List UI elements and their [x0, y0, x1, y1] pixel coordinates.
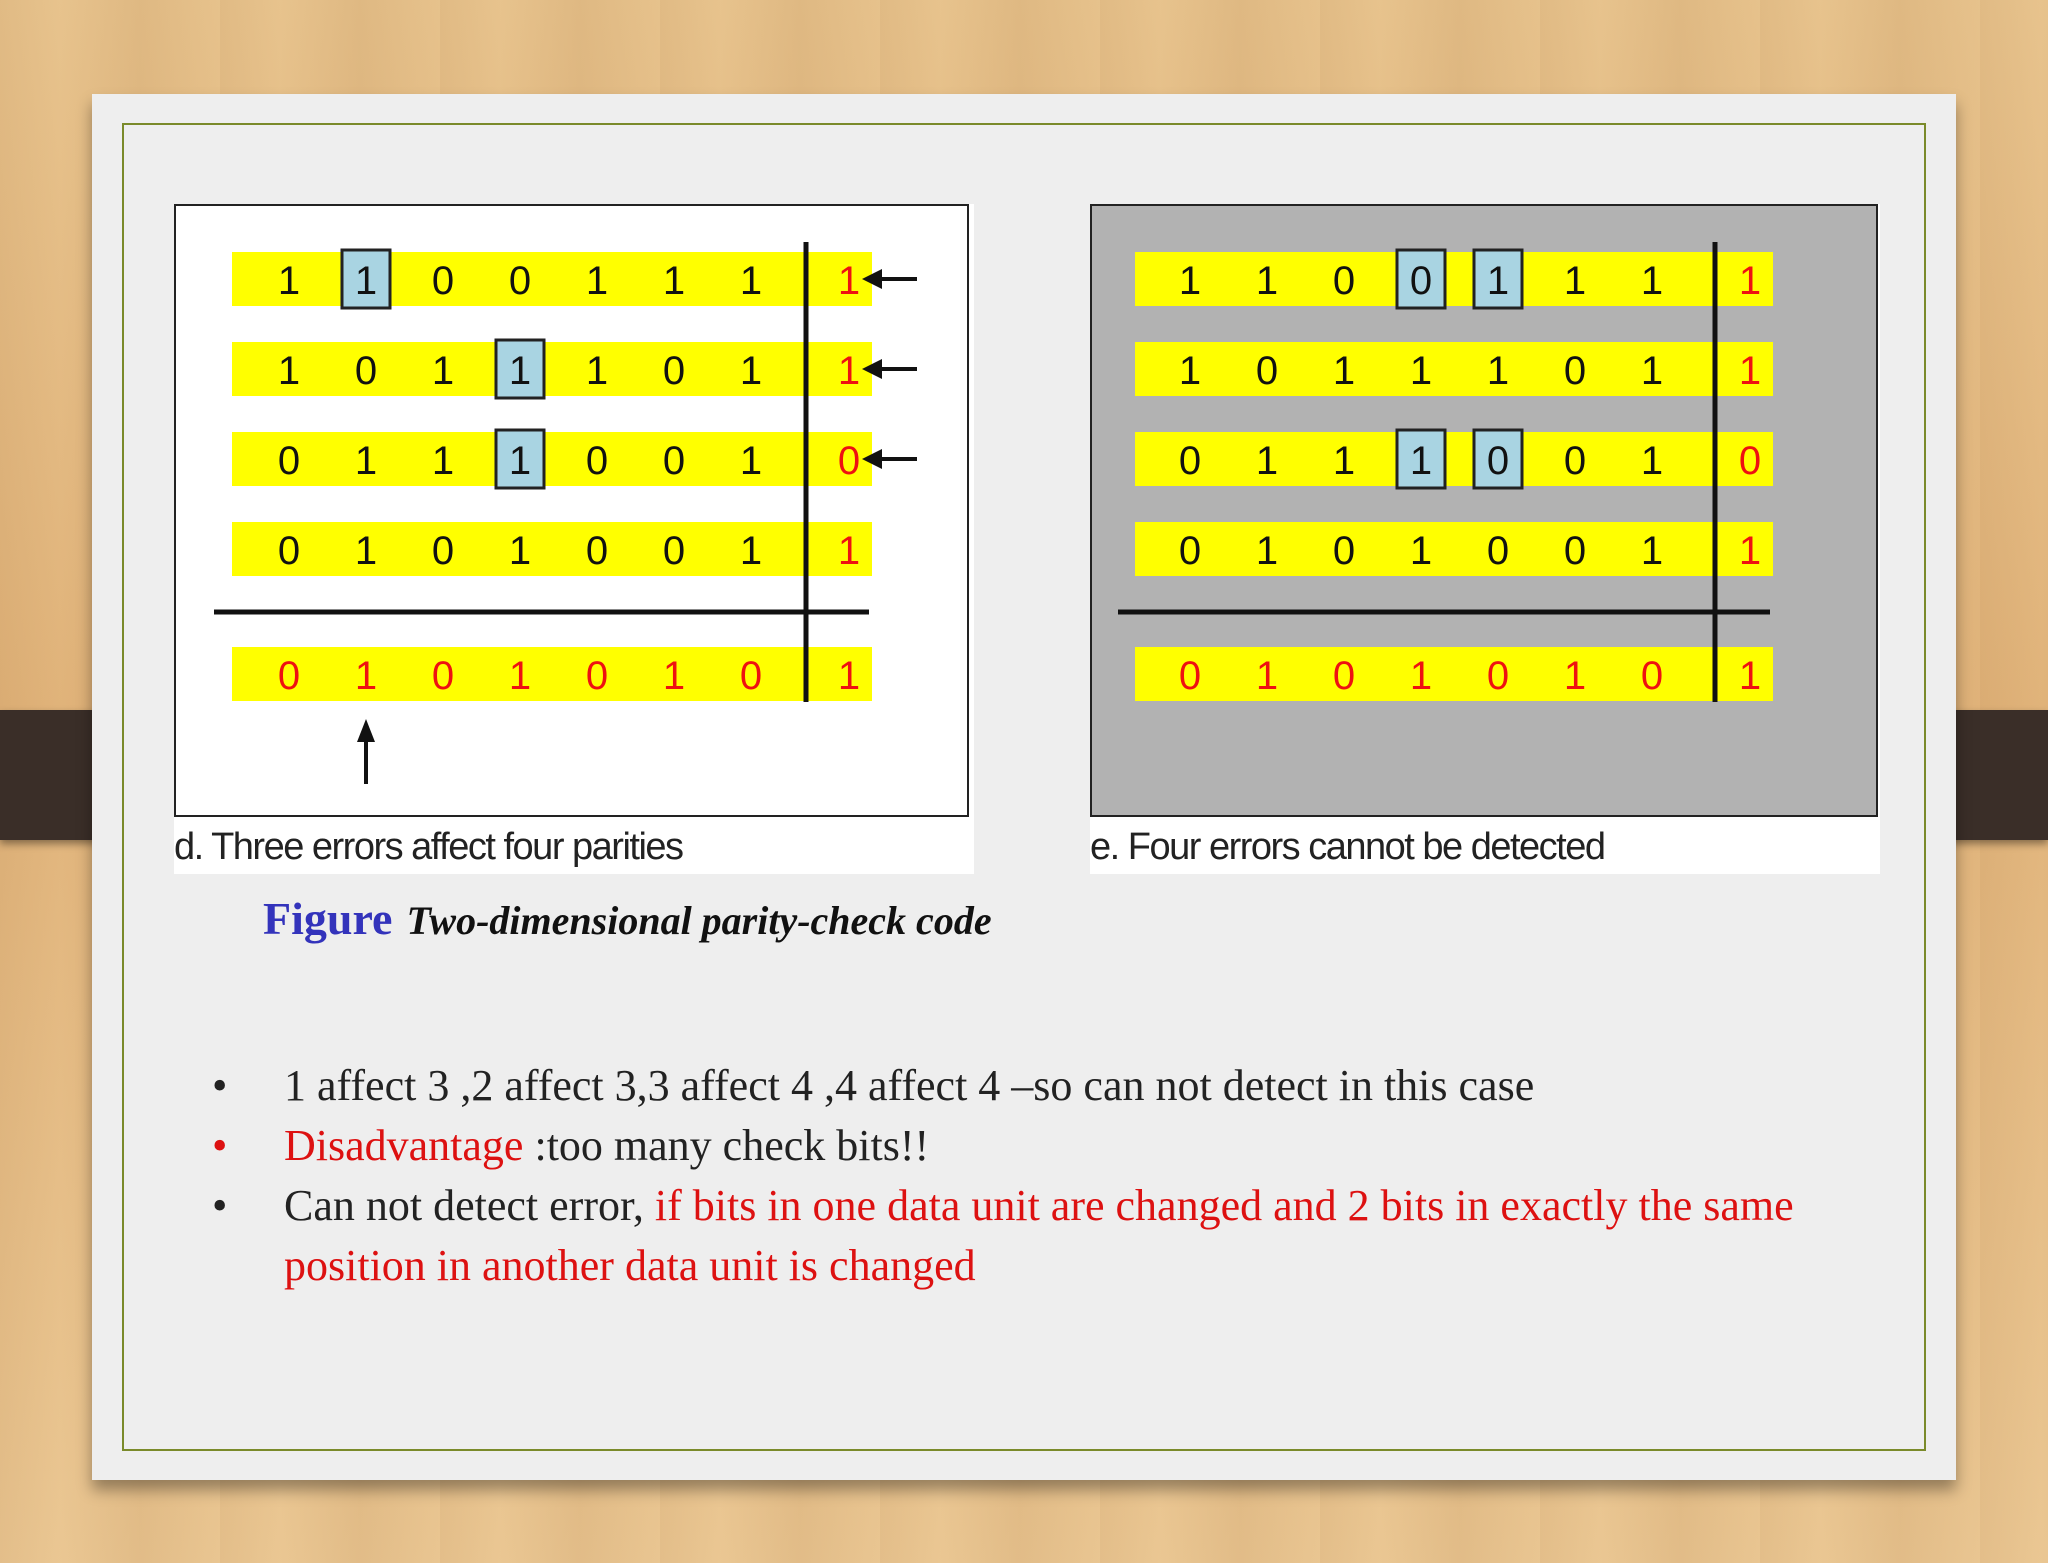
- column-parity-bit: 0: [1640, 654, 1664, 698]
- row-parity-bit: 1: [1738, 349, 1762, 393]
- data-bit: 0: [431, 259, 455, 303]
- data-bit: 1: [508, 529, 532, 573]
- data-bit: 0: [277, 529, 301, 573]
- column-parity-bit: 1: [1563, 654, 1587, 698]
- data-bit: 0: [1486, 439, 1510, 483]
- column-parity-bit: 0: [1486, 654, 1510, 698]
- row-highlight: [1135, 252, 1773, 306]
- row-parity-bit: 1: [837, 349, 861, 393]
- data-bit: 0: [662, 349, 686, 393]
- data-bit: 1: [277, 349, 301, 393]
- bullet-list: [212, 1056, 1862, 1296]
- data-bit: 0: [1255, 349, 1279, 393]
- data-bit: 1: [1486, 349, 1510, 393]
- figure-label: Figure: [263, 893, 393, 944]
- column-parity-bit: 0: [277, 654, 301, 698]
- data-bit: 1: [1178, 259, 1202, 303]
- row-parity-bit: 0: [1738, 439, 1762, 483]
- row-highlight: [232, 647, 872, 701]
- data-bit: 1: [1409, 439, 1433, 483]
- bullet-text: Can not detect error,: [284, 1181, 655, 1230]
- data-bit: 0: [354, 349, 378, 393]
- data-bit: 0: [1563, 349, 1587, 393]
- bullet-marker: •: [212, 1181, 228, 1230]
- panel-d: [174, 204, 974, 874]
- data-bit: 0: [662, 529, 686, 573]
- row-highlight: [232, 252, 872, 306]
- row-highlight: [232, 432, 872, 486]
- data-bit: 0: [1332, 259, 1356, 303]
- row-highlight: [1135, 647, 1773, 701]
- data-bit: 1: [1640, 529, 1664, 573]
- column-parity-bit: 1: [1255, 654, 1279, 698]
- data-bit: 0: [585, 529, 609, 573]
- row-highlight: [1135, 522, 1773, 576]
- data-bit: 1: [1640, 439, 1664, 483]
- row-highlight: [1135, 342, 1773, 396]
- row-parity-bit: 1: [837, 259, 861, 303]
- data-bit: 0: [1178, 439, 1202, 483]
- data-bit: 1: [354, 259, 378, 303]
- data-bit: 1: [354, 439, 378, 483]
- data-bit: 1: [1332, 349, 1356, 393]
- column-parity-bit: 0: [431, 654, 455, 698]
- column-parity-bit: 1: [508, 654, 532, 698]
- row-highlight: [232, 522, 872, 576]
- bullet-highlight: if bits in one data unit are changed and 2 bits in exactly the same position in another data unit is changed: [284, 1181, 1794, 1290]
- parity-diagram-e: [1090, 204, 1880, 819]
- data-bit: 1: [354, 529, 378, 573]
- data-bit: 1: [662, 259, 686, 303]
- row-parity-bit: 1: [837, 654, 861, 698]
- row-parity-bit: 1: [1738, 654, 1762, 698]
- bullet-marker: •: [212, 1121, 228, 1170]
- data-bit: 1: [1332, 439, 1356, 483]
- column-parity-bit: 0: [1332, 654, 1356, 698]
- row-highlight: [1135, 432, 1773, 486]
- data-bit: 1: [739, 349, 763, 393]
- data-bit: 1: [1255, 529, 1279, 573]
- data-bit: 1: [1640, 259, 1664, 303]
- data-bit: 1: [585, 259, 609, 303]
- data-bit: 0: [662, 439, 686, 483]
- row-parity-bit: 0: [837, 439, 861, 483]
- data-bit: 1: [585, 349, 609, 393]
- bullet-item: [212, 1116, 1862, 1176]
- column-parity-bit: 0: [1178, 654, 1202, 698]
- bullet-text: 1 affect 3 ,2 affect 3,3 affect 4 ,4 affect 4 –so can not detect in this case: [284, 1061, 1535, 1110]
- data-bit: 0: [508, 259, 532, 303]
- data-bit: 0: [585, 439, 609, 483]
- data-bit: 1: [431, 439, 455, 483]
- panel-e: [1090, 204, 1880, 874]
- bullet-marker: •: [212, 1061, 228, 1110]
- row-parity-bit: 1: [837, 529, 861, 573]
- bullet-highlight: Disadvantage: [284, 1121, 524, 1170]
- data-bit: 1: [739, 439, 763, 483]
- column-parity-bit: 1: [662, 654, 686, 698]
- figure-title-text: Two-dimensional parity-check code: [406, 898, 992, 943]
- data-bit: 1: [277, 259, 301, 303]
- data-bit: 0: [1486, 529, 1510, 573]
- slide: [92, 94, 1956, 1480]
- data-bit: 1: [739, 529, 763, 573]
- caption-e: e. Four errors cannot be detected: [1090, 826, 1605, 868]
- data-bit: 1: [1178, 349, 1202, 393]
- row-parity-bit: 1: [1738, 529, 1762, 573]
- data-bit: 0: [1409, 259, 1433, 303]
- data-bit: 1: [431, 349, 455, 393]
- data-bit: 1: [1255, 439, 1279, 483]
- bullet-item: [212, 1056, 1862, 1116]
- data-bit: 1: [1409, 349, 1433, 393]
- data-bit: 1: [1640, 349, 1664, 393]
- row-highlight: [232, 342, 872, 396]
- data-bit: 0: [1563, 439, 1587, 483]
- column-parity-bit: 1: [1409, 654, 1433, 698]
- data-bit: 0: [1563, 529, 1587, 573]
- column-parity-bit: 0: [585, 654, 609, 698]
- data-bit: 1: [1563, 259, 1587, 303]
- data-bit: 1: [1486, 259, 1510, 303]
- data-bit: 1: [508, 439, 532, 483]
- row-parity-bit: 1: [1738, 259, 1762, 303]
- column-parity-bit: 0: [739, 654, 763, 698]
- data-bit: 0: [277, 439, 301, 483]
- bullet-item: [212, 1176, 1862, 1296]
- data-bit: 0: [1178, 529, 1202, 573]
- bullet-text: :too many check bits!!: [523, 1121, 930, 1170]
- parity-diagram-d: [174, 204, 974, 819]
- figure-title: [263, 892, 992, 945]
- data-bit: 1: [1409, 529, 1433, 573]
- caption-d: d. Three errors affect four parities: [174, 826, 683, 868]
- column-parity-bit: 1: [354, 654, 378, 698]
- data-bit: 1: [1255, 259, 1279, 303]
- data-bit: 0: [431, 529, 455, 573]
- data-bit: 1: [508, 349, 532, 393]
- data-bit: 1: [739, 259, 763, 303]
- data-bit: 0: [1332, 529, 1356, 573]
